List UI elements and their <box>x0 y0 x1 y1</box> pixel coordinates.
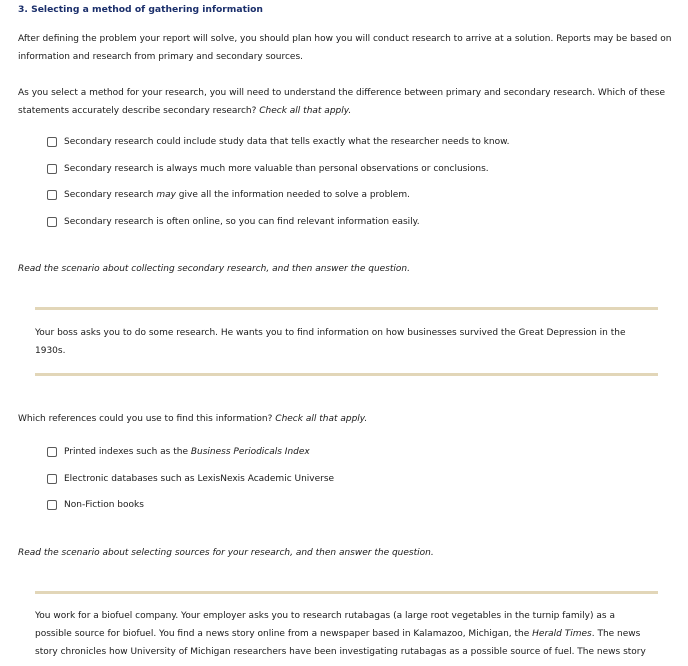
checkbox[interactable] <box>47 190 57 200</box>
scenario2-line-2-post: . The news <box>591 629 641 639</box>
prompt-paragraph <box>18 84 680 120</box>
prompt-line-2 <box>18 102 680 120</box>
option-electronic-databases[interactable] <box>47 472 334 486</box>
prompt-line-1: As you select a method for your research, you will need to understand the difference between primary and secondary research. Which of these <box>18 88 666 98</box>
checkbox[interactable] <box>47 447 57 457</box>
scenario1-question-instruction: Check all that apply. <box>275 414 368 424</box>
option-more-valuable[interactable] <box>47 162 489 176</box>
scenario2-line-2-pre: possible source for biofuel. You find a news story online from a newspaper based in Kalamazoo, Michigan, the <box>35 629 533 639</box>
checkbox[interactable] <box>47 137 57 147</box>
option-non-fiction-books[interactable] <box>47 498 144 512</box>
question-title: 3. Selecting a method of gathering information <box>18 4 263 15</box>
scenario1-question <box>18 414 367 424</box>
scenario1-line-1: Your boss asks you to do some research. He wants you to find information on how businesses survived the Great Depression in the <box>35 328 626 338</box>
checkbox[interactable] <box>47 474 57 484</box>
option-may-give-all[interactable] <box>47 188 410 202</box>
checkbox[interactable] <box>47 217 57 227</box>
scenario1-instruction: Read the scenario about collecting secondary research, and then answer the question. <box>18 264 410 274</box>
option-label-emphasis: Business Periodicals Index <box>190 447 310 457</box>
newspaper-name: Herald Times <box>532 629 592 639</box>
scenario1-line-2: 1930s. <box>35 346 66 356</box>
scenario2-line-3: story chronicles how University of Michigan researchers have been investigating rutabagas as a possible source of fuel. The news story <box>35 647 646 657</box>
option-label <box>64 447 310 457</box>
scenario2-instruction: Read the scenario about selecting sources for your research, and then answer the question. <box>18 548 434 558</box>
option-label-pre: Printed indexes such as the <box>64 447 191 457</box>
intro-line-2: information and research from primary and secondary sources. <box>18 52 304 62</box>
scenario2-line-2 <box>35 625 655 643</box>
option-label: Electronic databases such as LexisNexis Academic Universe <box>64 474 335 484</box>
option-label: Secondary research is always much more valuable than personal observations or conclusions. <box>64 164 489 174</box>
prompt-text: statements accurately describe secondary research? <box>18 106 260 116</box>
option-label <box>64 190 410 200</box>
option-label: Non-Fiction books <box>64 500 144 510</box>
scenario2-line-1: You work for a biofuel company. Your employer asks you to research rutabagas (a large root vegetables in the turnip family) as a <box>35 611 615 621</box>
option-label: Secondary research is often online, so you can find relevant information easily. <box>64 217 420 227</box>
option-printed-indexes[interactable] <box>47 445 310 459</box>
scenario1-text <box>35 324 655 360</box>
option-label-post: give all the information needed to solve a problem. <box>175 190 410 200</box>
option-label: Secondary research could include study data that tells exactly what the researcher needs to know. <box>64 137 510 147</box>
prompt-instruction: Check all that apply. <box>259 106 352 116</box>
scenario2-text <box>35 607 655 661</box>
intro-line-1: After defining the problem your report will solve, you should plan how you will conduct research to arrive at a solution. Reports may be based on <box>18 34 672 44</box>
option-label-emphasis: may <box>156 190 176 200</box>
scenario2-top-divider <box>35 591 658 594</box>
checkbox[interactable] <box>47 500 57 510</box>
option-label-pre: Secondary research <box>64 190 157 200</box>
option-often-online[interactable] <box>47 215 420 229</box>
intro-paragraph <box>18 30 680 66</box>
scenario1-bottom-divider <box>35 373 658 376</box>
checkbox[interactable] <box>47 164 57 174</box>
scenario1-top-divider <box>35 307 658 310</box>
scenario1-question-text: Which references could you use to find this information? <box>18 414 276 424</box>
option-study-data[interactable] <box>47 135 510 149</box>
